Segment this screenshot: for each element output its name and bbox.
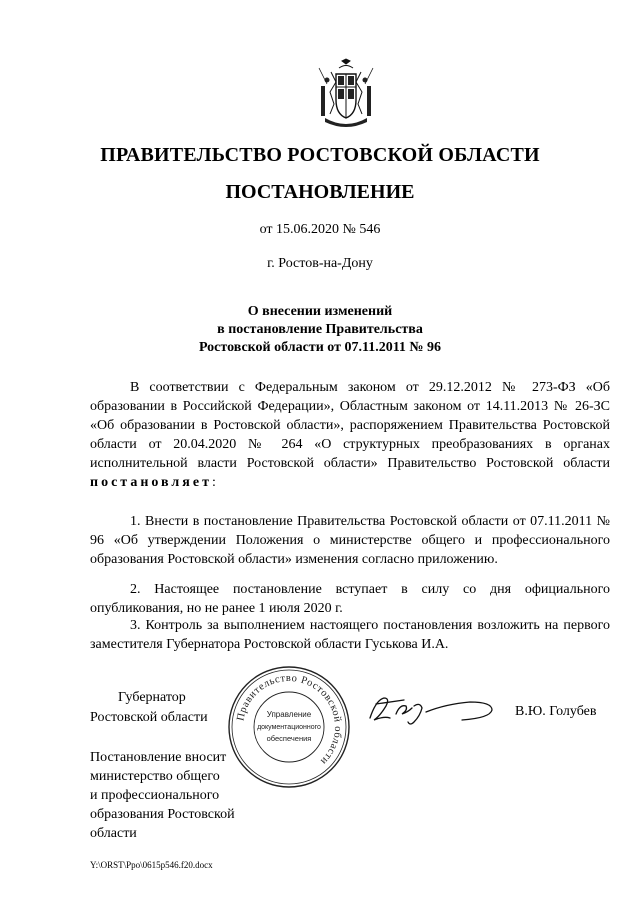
preamble-paragraph <box>90 378 610 492</box>
preamble-text: В соответствии с Федеральным законом от 29.12.2012 № 273-ФЗ «Об образовании в Российской Федерации», Областным законом от 14.11.2013 № 26-ЗС «Об образовании в Ростовской области», распоряжением Правительства Ростовской области от 20.04.2020 № 264 «О структурных преобразованиях в органах исполнительной власти Ростовской области» Правительство Ростовской области <box>90 380 610 471</box>
signatory-title <box>90 688 225 728</box>
decree-word: постановляет <box>90 475 212 490</box>
submitted-line-2: министерство общего <box>90 769 220 784</box>
signatory-title-line-2: Ростовской области <box>90 710 208 725</box>
submitted-line-3: и профессионального <box>90 788 220 803</box>
coat-of-arms-emblem <box>313 58 379 130</box>
document-subject <box>0 303 640 357</box>
subject-line-3: Ростовской области от 07.11.2011 № 96 <box>198 340 442 355</box>
government-title: ПРАВИТЕЛЬСТВО РОСТОВСКОЙ ОБЛАСТИ <box>100 144 540 166</box>
document-date-number: от 15.06.2020 № 546 <box>259 222 381 237</box>
footer-file-path: Y:\ORST\Ppo\0615p546.f20.docx <box>90 860 213 870</box>
stamp-ring-text: Правительство Ростовской области <box>235 672 344 767</box>
signer-name: В.Ю. Голубев <box>515 704 597 719</box>
item-3-paragraph: 3. Контроль за выполнением настоящего постановления возложить на первого заместителя Губернатора Ростовской области Гуськова И.А. <box>90 618 610 652</box>
document-type: ПОСТАНОВЛЕНИЕ <box>225 181 415 203</box>
submitted-line-4: образования Ростовской <box>90 807 235 822</box>
stamp-center-line-2: документационного <box>257 724 321 731</box>
item-2-paragraph: 2. Настоящее постановление вступает в силу со дня официального опубликования, но не ранее 1 июля 2020 г. <box>90 582 610 616</box>
item-1-paragraph: 1. Внести в постановление Правительства Ростовской области от 07.11.2011 № 96 «Об утверждении Положения о министерстве общего и профессионального образования Ростовской области» изменения согласно приложению. <box>90 514 610 567</box>
subject-line-2: в постановление Правительства <box>217 322 423 337</box>
stamp-center-line-3: обеспечения <box>266 734 312 743</box>
document-city: г. Ростов-на-Дону <box>267 256 373 271</box>
signatory-title-line-1: Губернатор <box>118 690 186 705</box>
submitted-line-1: Постановление вносит <box>90 750 227 765</box>
preamble-colon: : <box>211 475 216 490</box>
submitted-line-5: области <box>90 826 137 841</box>
submitted-by-note <box>90 748 260 843</box>
stamp-center-line-1: Управление <box>266 710 312 719</box>
handwritten-signature <box>366 690 496 730</box>
subject-line-1: О внесении изменений <box>247 304 393 319</box>
